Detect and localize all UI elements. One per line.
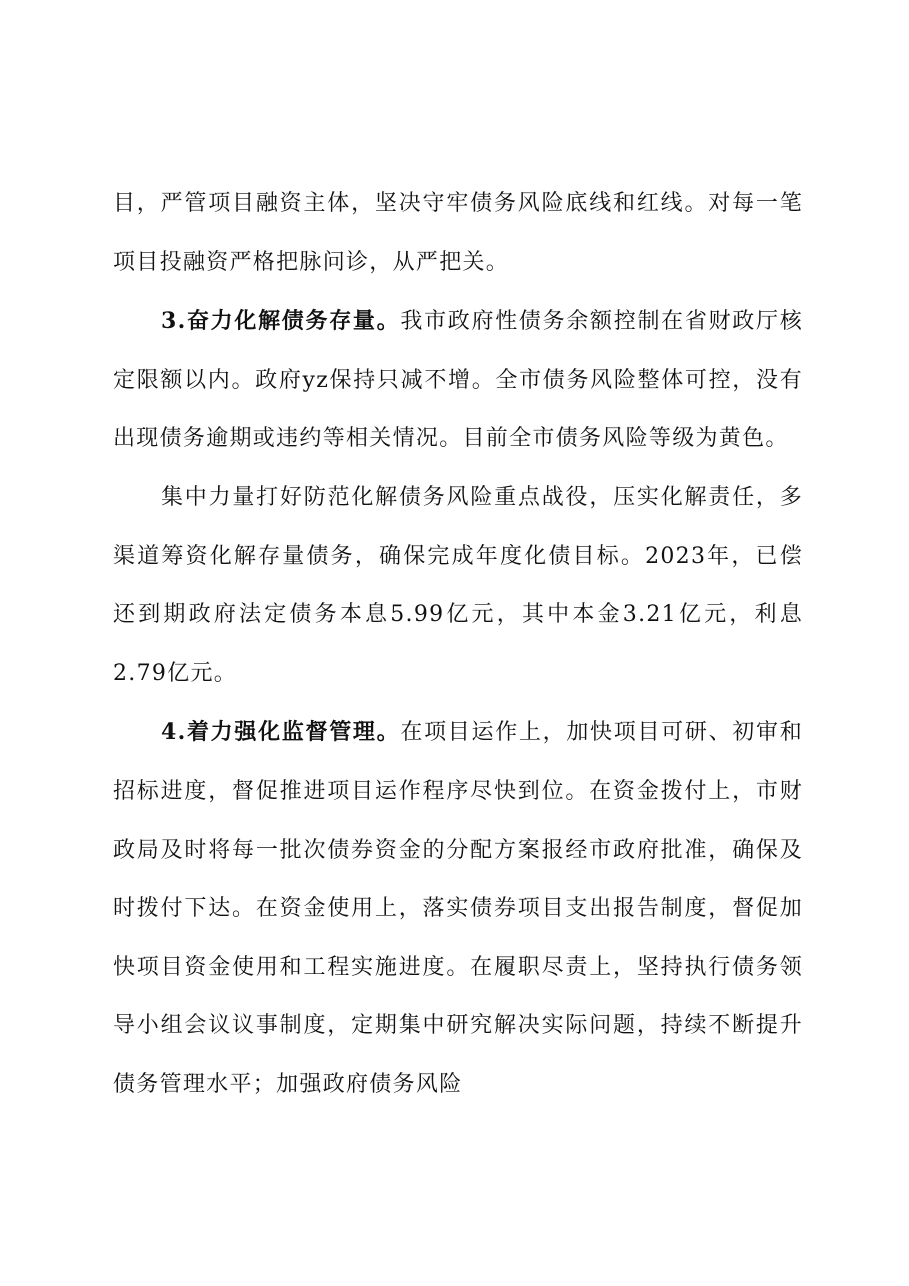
section-4-paragraph bbox=[113, 703, 803, 1114]
document-body bbox=[113, 175, 803, 1115]
paragraph-continuation: 目，严管项目融资主体，坚决守牢债务风险底线和红线。对每一笔项目投融资严格把脉问诊，从严把关。 bbox=[113, 191, 803, 275]
section-3-heading: 3.奋力化解债务存量。 bbox=[161, 308, 401, 335]
section-3-body: 我市政府性债务余额控制在省财政厅核定限额以内。政府yz保持只减不增。全市债务风险整体可控，没有出现债务逾期或违约等相关情况。目前全市债务风险等级为黄色。 bbox=[113, 309, 803, 452]
repayment-paragraph: 集中力量打好防范化解债务风险重点战役，压实化解责任，多渠道筹资化解存量债务，确保完成年度化债目标。2023年，已偿还到期政府法定债务本息5.99亿元，其中本金3.21亿元，利息2.79亿元。 bbox=[113, 484, 803, 686]
section-4-heading: 4.着力强化监督管理。 bbox=[161, 719, 401, 746]
section-3-paragraph bbox=[113, 292, 803, 469]
section-4-body: 在项目运作上，加快项目可研、初审和招标进度，督促推进项目运作程序尽快到位。在资金拨付上，市财政局及时将每一批次债券资金的分配方案报经市政府批准，确保及时拨付下达。在资金使用上，落实债券项目支出报告制度，督促加快项目资金使用和工程实施进度。在履职尽责上，坚持执行债务领导小组会议议事制度，定期集中研究解决实际问题，持续不断提升债务管理水平；加强政府债务风险 bbox=[113, 720, 803, 1097]
